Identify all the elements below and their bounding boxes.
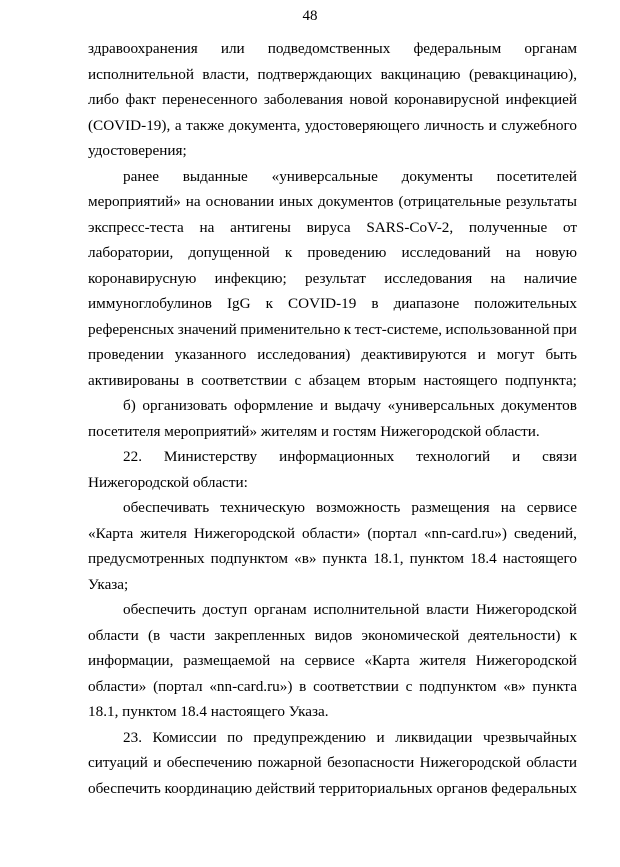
word: закрепленных: [214, 626, 306, 644]
word: здравоохранения: [88, 40, 198, 57]
word: подпунктом: [419, 677, 497, 695]
word: органам: [524, 40, 577, 57]
word: исследования): [257, 346, 351, 363]
word: (ревакцинацию),: [468, 65, 577, 83]
word: и: [319, 397, 328, 414]
word: на: [279, 652, 295, 669]
word: также: [186, 116, 225, 134]
word: к: [343, 320, 352, 338]
word: иных: [279, 193, 314, 210]
word: экспресс-теста: [88, 218, 184, 236]
word: (портал: [367, 524, 417, 542]
word: пункта: [532, 677, 577, 695]
word: доступ: [202, 601, 248, 618]
word: обеспечивать: [123, 499, 210, 516]
word: личность: [424, 116, 485, 134]
word: «универсальных: [387, 397, 495, 414]
word: проведении: [88, 346, 164, 363]
word: размещаемой: [183, 652, 271, 669]
word: документа,: [228, 116, 301, 134]
word: на: [500, 499, 516, 516]
word: в: [186, 371, 194, 389]
word: выданные: [182, 167, 248, 185]
word: федеральным: [413, 40, 502, 57]
word: иммуноглобулинов: [88, 295, 212, 312]
word: с: [294, 371, 302, 389]
word: при: [553, 320, 577, 338]
word: деактивируются: [361, 346, 467, 363]
word: Нижегородской: [475, 652, 577, 669]
word: документов: [318, 193, 394, 210]
word: обеспечить: [123, 601, 196, 618]
word: сервисе: [526, 499, 577, 516]
text-line: [88, 138, 577, 164]
word: области: [526, 754, 577, 771]
word: жителя: [140, 524, 187, 542]
word: служебного: [501, 116, 577, 134]
word: «Карта: [364, 652, 410, 669]
word: инфекцией: [505, 91, 577, 108]
text-line: [88, 546, 577, 572]
word: либо: [88, 91, 120, 108]
word: области»: [88, 677, 147, 695]
text-line: [88, 87, 577, 113]
word: референсных: [88, 320, 175, 338]
word: основании: [205, 193, 275, 210]
word: власти: [426, 601, 470, 618]
word: заболевания: [263, 91, 343, 108]
word: координацию: [164, 779, 253, 797]
word: экономической: [361, 626, 460, 644]
text-line: [88, 495, 577, 521]
word: 18.1,: [373, 550, 404, 567]
word: ситуаций: [88, 754, 148, 771]
word: возможность: [316, 499, 401, 516]
word: пункта: [322, 550, 368, 567]
word: Нижегородской: [419, 754, 521, 771]
word: настоящего: [502, 550, 577, 567]
word: «в»: [503, 677, 526, 695]
word: исследований: [401, 244, 491, 261]
word: и: [376, 728, 385, 746]
word: «nn-card.ru»): [423, 524, 507, 542]
word: удостоверения;: [88, 142, 187, 159]
word: и: [153, 754, 162, 771]
word: организовать: [142, 397, 228, 414]
word: значений: [177, 320, 237, 338]
word: проведению: [307, 244, 387, 261]
word: положительных: [474, 295, 577, 312]
word: информационных: [279, 448, 395, 465]
word: действий: [255, 779, 316, 797]
word: коронавирусной: [394, 91, 500, 108]
word: инфекцию;: [214, 269, 287, 287]
word: к: [284, 244, 293, 261]
word: предусмотренных: [88, 550, 205, 567]
word: и: [477, 346, 486, 363]
word: чрезвычайных: [482, 728, 577, 746]
word: на: [505, 244, 521, 261]
word: пунктом: [409, 550, 465, 567]
page-number: 48: [302, 8, 318, 24]
text-line: [88, 623, 577, 649]
word: лаборатории,: [88, 244, 174, 261]
word: соответствии: [313, 677, 399, 695]
word: подпункта;: [505, 371, 577, 389]
word: в: [299, 677, 307, 695]
word: Министерству: [163, 448, 258, 465]
text-line: [88, 215, 577, 241]
word: видов: [314, 626, 353, 644]
word: федеральных: [491, 779, 577, 797]
word: SARS-CoV-2,: [366, 218, 454, 236]
word: подпунктом: [210, 550, 289, 567]
word: мероприятий»: [88, 193, 181, 210]
word: выдачу: [334, 397, 382, 414]
word: с: [405, 677, 413, 695]
word: вируса: [306, 218, 351, 236]
text-line: [88, 393, 577, 419]
word: могут: [496, 346, 535, 363]
word: новой: [349, 91, 388, 108]
word: 22.: [123, 448, 142, 465]
word: сервисе: [304, 652, 355, 669]
word: тест-системе,: [354, 320, 442, 338]
word: «nn-card.ru»): [209, 677, 293, 695]
word: исполнительной: [313, 601, 420, 618]
word: удостоверяющего: [304, 116, 420, 134]
word: технологий: [416, 448, 491, 465]
word: COVID-19: [288, 295, 357, 312]
word: «универсальные: [271, 167, 378, 185]
word: в: [371, 295, 379, 312]
word: к: [569, 626, 577, 644]
word: «в»: [294, 550, 317, 567]
word: на: [199, 218, 215, 236]
word: б): [123, 397, 136, 414]
word: области»: [301, 524, 361, 542]
word: результаты: [505, 193, 577, 210]
text-line: [88, 317, 577, 343]
word: настоящего: [423, 371, 498, 389]
text-line: [88, 674, 577, 700]
word: а: [174, 116, 182, 134]
text-line: [88, 368, 577, 394]
word: (портал: [153, 677, 203, 695]
word: документов: [501, 397, 577, 414]
word: безопасности: [327, 754, 415, 771]
word: предупреждению: [253, 728, 367, 746]
word: от: [562, 218, 577, 236]
word: документы: [401, 167, 473, 185]
word: связи: [542, 448, 577, 465]
text-line: [88, 266, 577, 292]
text-line: [88, 444, 577, 470]
text-line: [88, 62, 577, 88]
word: диапазоне: [393, 295, 460, 312]
word: Нижегородской: [475, 601, 577, 618]
word: (отрицательные: [398, 193, 501, 210]
word: допущенной: [188, 244, 270, 261]
word: или: [220, 40, 245, 57]
word: наличие: [523, 269, 577, 287]
word: подведомственных: [267, 40, 391, 57]
word: 23.: [123, 728, 142, 746]
word: подтверждающих: [257, 65, 373, 83]
word: полученные: [468, 218, 548, 236]
word: органов: [436, 779, 488, 797]
word: исследования: [384, 269, 473, 287]
word: пожарной: [257, 754, 322, 771]
word: размещения: [411, 499, 490, 516]
word: части: [169, 626, 206, 644]
text-line: [88, 470, 577, 496]
text-line: [88, 164, 577, 190]
text-line: [88, 572, 577, 598]
text-line: [88, 36, 577, 62]
text-line: [88, 291, 577, 317]
word: применительно: [240, 320, 341, 338]
word: использованной: [445, 320, 550, 338]
word: активированы: [88, 371, 180, 389]
word: ликвидации: [395, 728, 473, 746]
word: вакцинацию: [380, 65, 461, 83]
text-line: [88, 750, 577, 776]
text-line: [88, 776, 577, 802]
word: быть: [545, 346, 577, 363]
word: посетителей: [496, 167, 577, 185]
word: «Карта: [88, 524, 134, 542]
word: техническую: [220, 499, 305, 516]
word: деятельности): [468, 626, 561, 644]
text-line: [88, 189, 577, 215]
word: и: [488, 116, 497, 134]
word: коронавирусную: [88, 269, 197, 287]
text-line: [88, 699, 577, 725]
word: 18.1, пунктом 18.4 настоящего Указа.: [88, 703, 329, 720]
word: (COVID-19),: [88, 116, 171, 134]
word: факт: [125, 91, 156, 108]
word: (в: [147, 626, 161, 644]
word: власти,: [202, 65, 249, 83]
text-line: [88, 419, 577, 445]
text-line: [88, 342, 577, 368]
word: на: [490, 269, 506, 287]
word: территориальных: [318, 779, 433, 797]
word: посетителя мероприятий» жителям и гостям Нижегородской области.: [88, 422, 540, 440]
word: Комиссии: [152, 728, 217, 746]
word: Нижегородской: [193, 524, 295, 542]
word: указанного: [174, 346, 247, 363]
word: новую: [535, 244, 577, 261]
text-line: [88, 648, 577, 674]
word: IgG: [226, 295, 251, 312]
word: области: [88, 626, 139, 644]
word: информации,: [88, 652, 174, 669]
text-line: [88, 521, 577, 547]
word: органам: [254, 601, 307, 618]
word: обеспечить: [88, 779, 161, 797]
word: к: [265, 295, 274, 312]
text-line: [88, 240, 577, 266]
word: оформление: [233, 397, 314, 414]
text-line: [88, 113, 577, 139]
word: по: [227, 728, 243, 746]
word: сведений,: [513, 524, 577, 542]
word: Указа;: [88, 575, 129, 593]
word: соответствии: [201, 371, 288, 389]
word: Нижегородской области:: [88, 473, 248, 491]
word: вторым: [367, 371, 417, 389]
word: перенесенного: [162, 91, 258, 108]
text-line: [88, 725, 577, 751]
word: 18.4: [470, 550, 497, 567]
word: ранее: [123, 167, 159, 185]
word: результат: [305, 269, 366, 287]
word: и: [512, 448, 521, 465]
word: абзацем: [308, 371, 361, 389]
document-body: [88, 36, 577, 801]
word: на: [185, 193, 201, 210]
word: антигены: [230, 218, 291, 236]
word: обеспечению: [166, 754, 253, 771]
word: исполнительной: [88, 65, 194, 83]
text-line: [88, 597, 577, 623]
word: жителя: [419, 652, 467, 669]
